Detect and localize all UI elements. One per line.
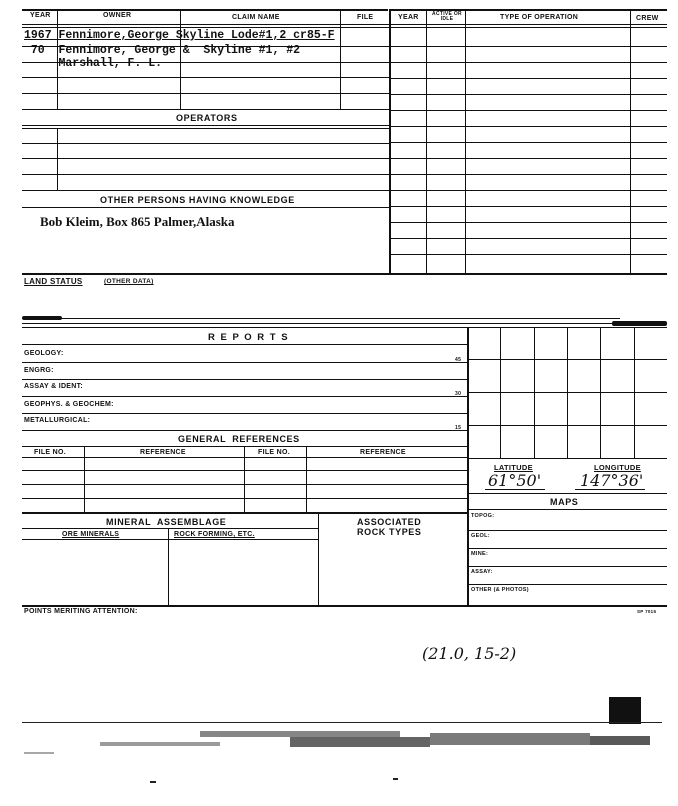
other-persons-title: OTHER PERSONS HAVING KNOWLEDGE — [100, 195, 295, 205]
maps-title: MAPS — [550, 497, 579, 507]
header-crew: CREW — [636, 15, 659, 22]
other-persons-text: Bob Kleim, Box 865 Palmer,Alaska — [40, 214, 235, 229]
ref-file-no-2: FILE NO. — [258, 449, 290, 456]
typed-row-3: Marshall, F. L. — [24, 57, 163, 70]
general-references-title: GENERAL REFERENCES — [178, 434, 300, 444]
form-number: SP 7015 — [637, 609, 657, 614]
associated-line-1: ASSOCIATED — [357, 517, 422, 527]
header-owner: OWNER — [103, 12, 132, 19]
map-other: OTHER (& PHOTOS) — [471, 587, 529, 593]
report-num-45: 45 — [455, 357, 462, 363]
report-engrg: ENGRG: — [24, 367, 54, 374]
header-file: FILE — [357, 14, 374, 21]
handwritten-note: (21.0, 15-2) — [422, 644, 517, 663]
report-num-15: 15 — [455, 425, 462, 431]
ref-reference-2: REFERENCE — [360, 449, 406, 456]
header-type-of-operation: TYPE OF OPERATION — [500, 14, 579, 21]
map-assay: ASSAY: — [471, 569, 493, 575]
reports-title: R E P O R T S — [208, 332, 290, 343]
associated-line-2: ROCK TYPES — [357, 527, 422, 537]
ref-reference-1: REFERENCE — [140, 449, 186, 456]
report-geophys: GEOPHYS. & GEOCHEM: — [24, 401, 114, 408]
map-geol: GEOL: — [471, 533, 490, 539]
ore-minerals-label: ORE MINERALS — [62, 531, 120, 538]
header-year: YEAR — [30, 12, 51, 19]
typed-row-2: 70 Fennimore, George & Skyline #1, #2 — [24, 44, 301, 57]
latitude-label: LATITUDE — [494, 463, 533, 472]
header-active-idle: ACTIVE OR IDLE — [432, 11, 462, 22]
operators-title: OPERATORS — [176, 113, 238, 123]
map-mine: MINE: — [471, 551, 489, 557]
points-meriting-attention: POINTS MERITING ATTENTION: — [24, 608, 138, 615]
map-topog: TOPOG: — [471, 513, 495, 519]
longitude-value: 147°36' — [580, 471, 644, 490]
report-num-30: 30 — [455, 391, 462, 397]
header-year-2: YEAR — [398, 14, 419, 21]
mineral-title: MINERAL ASSEMBLAGE — [106, 517, 227, 527]
longitude-label: LONGITUDE — [594, 463, 641, 472]
report-metallurgical: METALLURGICAL: — [24, 417, 91, 424]
land-status-label: LAND STATUS — [24, 277, 83, 286]
report-assay: ASSAY & IDENT: — [24, 383, 84, 390]
typed-row-1: 1967 Fennimore,George Skyline Lode#1,2 cr85-F — [24, 29, 335, 42]
report-geology: GEOLOGY: — [24, 350, 64, 357]
header-claim-name: CLAIM NAME — [232, 14, 280, 21]
latitude-value: 61°50' — [488, 471, 542, 490]
land-status-sub: (OTHER DATA) — [104, 278, 154, 285]
ref-file-no-1: FILE NO. — [34, 449, 66, 456]
rock-forming-label: ROCK FORMING, ETC. — [174, 531, 255, 538]
